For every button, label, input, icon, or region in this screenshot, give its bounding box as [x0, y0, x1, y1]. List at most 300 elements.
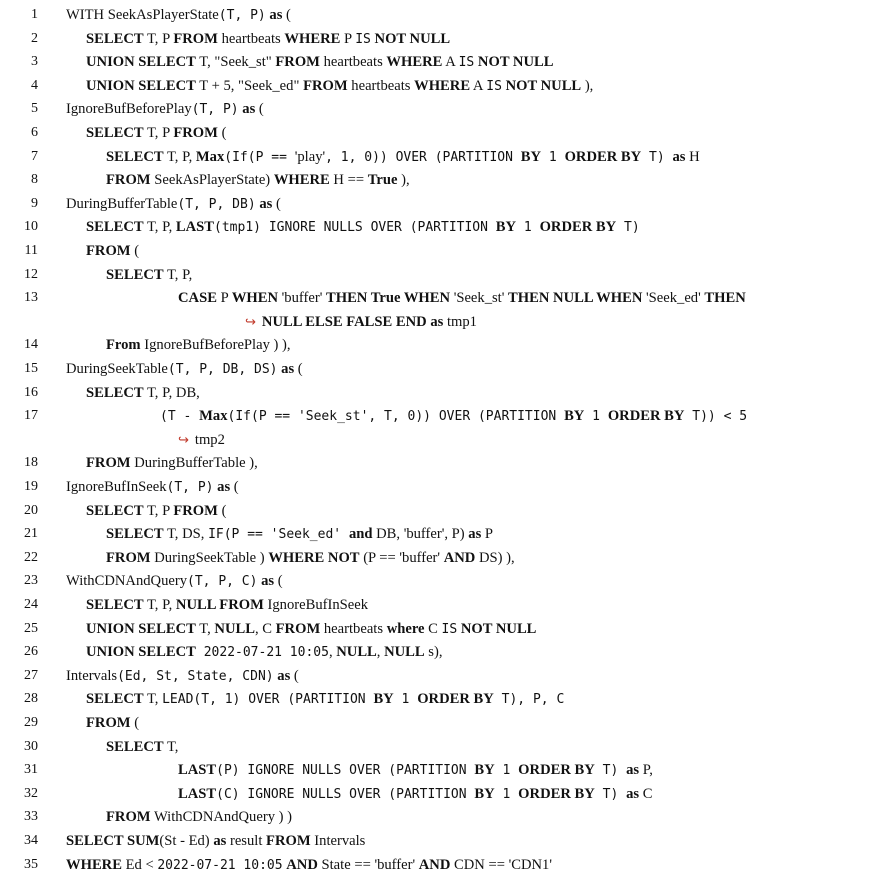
- sql-token: IgnoreBufInSeek: [66, 479, 167, 495]
- sql-keyword: FROM: [106, 172, 151, 189]
- sql-token: DuringSeekTable: [66, 361, 168, 377]
- code-text: [86, 75, 593, 98]
- sql-token: tmp1: [443, 313, 477, 330]
- line-number: 26: [24, 644, 38, 660]
- sql-keyword: as: [672, 148, 686, 165]
- code-line: [0, 547, 876, 569]
- sql-keyword: LAST: [178, 785, 217, 802]
- code-continuation: [245, 311, 477, 334]
- line-number: 35: [24, 856, 38, 872]
- sql-token: T)) < 5: [684, 409, 748, 425]
- sql-token: H: [685, 148, 700, 165]
- sql-keyword: WHERE NOT: [268, 549, 360, 566]
- sql-token: 2022-07-21 10:05: [195, 645, 329, 661]
- code-text: [106, 806, 292, 828]
- sql-keyword: FROM: [275, 620, 321, 637]
- sql-token: SeekAsPlayerState): [150, 172, 274, 189]
- sql-keyword: NULL: [384, 644, 425, 661]
- sql-token: DB, 'buffer', P): [372, 526, 469, 543]
- code-text: [178, 287, 746, 309]
- code-line: [0, 405, 876, 427]
- sql-keyword: as: [269, 7, 283, 23]
- sql-keyword: FROM: [106, 809, 151, 826]
- sql-keyword: SELECT: [106, 738, 164, 755]
- sql-keyword: NULL: [214, 620, 255, 637]
- sql-token: (T, P): [191, 102, 239, 118]
- code-line: [0, 452, 876, 474]
- line-number: 13: [24, 290, 38, 306]
- line-number: 20: [24, 502, 38, 518]
- line-number: 22: [24, 549, 38, 565]
- sql-token: , 1, 0)) OVER (PARTITION: [325, 149, 521, 165]
- sql-token: T, P,: [143, 219, 176, 236]
- sql-token: (St - Ed): [159, 833, 214, 849]
- sql-keyword: LAST: [175, 219, 215, 236]
- sql-token: (T, P): [218, 8, 266, 23]
- sql-token: T, P,: [163, 148, 196, 165]
- code-text: [86, 452, 258, 474]
- sql-token: T): [641, 149, 673, 165]
- code-line: [0, 98, 876, 120]
- line-number: 31: [24, 762, 38, 778]
- sql-keyword: BY: [520, 148, 542, 165]
- sql-token: 1: [494, 763, 519, 779]
- sql-token: P: [481, 526, 494, 543]
- sql-token: (T, P, C): [187, 574, 258, 590]
- sql-keyword: THEN True WHEN: [325, 290, 451, 307]
- code-text: [86, 500, 226, 522]
- sql-token: IS: [441, 621, 458, 637]
- sql-keyword: Max: [195, 148, 225, 165]
- sql-keyword: SELECT: [106, 526, 164, 543]
- sql-token: s),: [424, 644, 443, 661]
- code-text: [86, 122, 226, 144]
- sql-token: (: [230, 479, 239, 495]
- sql-token: H ==: [329, 172, 368, 189]
- sql-token: T, P,: [163, 266, 193, 283]
- sql-keyword: CASE: [178, 290, 217, 307]
- sql-keyword: WHERE: [284, 30, 341, 47]
- sql-keyword: ORDER BY: [518, 762, 595, 779]
- line-number: 16: [24, 384, 38, 400]
- line-number: 29: [24, 715, 38, 730]
- sql-keyword: THEN NULL WHEN: [508, 290, 643, 307]
- sql-token: (T -: [160, 409, 200, 425]
- line-number: 5: [31, 101, 38, 117]
- sql-token: T,: [163, 738, 179, 755]
- sql-keyword: FROM: [173, 125, 218, 141]
- sql-keyword: BY: [474, 762, 495, 779]
- sql-keyword: UNION SELECT: [86, 620, 196, 637]
- code-line: [0, 122, 876, 144]
- sql-token: (: [217, 502, 227, 519]
- sql-token: 1: [584, 409, 608, 425]
- sql-keyword: BY: [495, 219, 517, 236]
- sql-token: LEAD(T, 1) OVER (PARTITION: [162, 692, 374, 708]
- sql-keyword: WHERE: [273, 172, 330, 189]
- sql-token: P: [340, 30, 356, 47]
- code-line: [0, 75, 876, 97]
- sql-token: ),: [397, 172, 410, 189]
- sql-keyword: as: [281, 361, 295, 377]
- sql-token: result: [226, 833, 267, 849]
- code-line: [0, 311, 876, 333]
- line-number: 12: [24, 266, 38, 282]
- sql-token: (: [130, 715, 140, 731]
- sql-token: C: [424, 620, 442, 637]
- code-text: [66, 4, 291, 27]
- sql-token: (: [274, 573, 283, 590]
- code-line: [0, 665, 876, 687]
- sql-keyword: SELECT: [86, 597, 144, 613]
- code-line: [0, 146, 876, 168]
- sql-token: T, P: [143, 502, 174, 519]
- code-line: [0, 688, 876, 710]
- sql-keyword: SELECT: [86, 30, 144, 47]
- sql-keyword: FROM: [266, 833, 311, 849]
- sql-token: WithCDNAndQuery: [66, 573, 188, 590]
- line-number: 11: [24, 243, 38, 258]
- line-number: 32: [24, 785, 38, 801]
- sql-token: heartbeats: [320, 620, 387, 637]
- line-number: 28: [24, 691, 38, 707]
- sql-keyword: FROM: [303, 77, 348, 94]
- sql-token: (Ed, St, State, CDN): [117, 668, 274, 684]
- code-line: [0, 594, 876, 616]
- sql-token: , C: [254, 620, 276, 637]
- sql-keyword: FROM: [275, 54, 320, 71]
- sql-keyword: NOT NULL: [477, 54, 554, 71]
- sql-keyword: SELECT: [86, 125, 144, 141]
- sql-keyword: FROM: [106, 549, 151, 566]
- sql-token: IgnoreBufBeforePlay: [66, 101, 192, 118]
- sql-keyword: NULL ELSE FALSE END: [261, 313, 427, 330]
- sql-keyword: as: [626, 762, 640, 779]
- sql-keyword: FROM: [86, 715, 131, 731]
- line-number: 4: [31, 77, 38, 93]
- code-text: [106, 146, 700, 169]
- sql-token: tmp2: [194, 431, 225, 448]
- line-number: 14: [24, 337, 38, 353]
- line-number: 24: [24, 597, 38, 612]
- code-text: [66, 854, 552, 877]
- sql-token: (tmp1) IGNORE NULLS OVER (PARTITION: [214, 220, 496, 236]
- sql-keyword: WHEN: [231, 290, 279, 307]
- sql-token: ,: [328, 644, 337, 661]
- code-line: [0, 712, 876, 734]
- line-number: 17: [24, 408, 38, 424]
- code-text: [106, 547, 515, 569]
- sql-keyword: as: [277, 667, 291, 684]
- sql-token: (P == 'buffer': [359, 549, 444, 566]
- code-continuation: [178, 429, 225, 452]
- sql-token: ),: [581, 77, 594, 94]
- sql-keyword: THEN: [704, 290, 746, 307]
- sql-token: IgnoreBufInSeek: [263, 597, 369, 613]
- sql-keyword: SELECT: [86, 502, 144, 519]
- sql-token: IS: [355, 31, 371, 47]
- sql-keyword: AND: [418, 856, 451, 873]
- line-number: 30: [24, 738, 38, 754]
- code-text: [86, 618, 536, 641]
- line-number: 7: [31, 148, 38, 164]
- sql-token: A: [442, 54, 459, 71]
- code-line: [0, 806, 876, 828]
- code-line: [0, 641, 876, 663]
- sql-token: T, "Seek_st": [195, 54, 276, 71]
- sql-token: C: [639, 785, 653, 802]
- sql-keyword: FROM: [173, 502, 218, 519]
- code-text: [66, 193, 281, 216]
- sql-keyword: as: [626, 785, 640, 802]
- sql-keyword: as: [259, 195, 273, 212]
- sql-keyword: ORDER BY: [607, 408, 685, 425]
- code-text: [106, 523, 493, 546]
- line-number: 15: [24, 361, 38, 376]
- sql-keyword: From: [106, 337, 141, 354]
- sql-token: Ed <: [121, 856, 158, 873]
- line-number: 1: [31, 7, 38, 22]
- line-number: 25: [24, 620, 38, 636]
- sql-token: heartbeats: [347, 77, 415, 94]
- code-line: [0, 193, 876, 215]
- sql-keyword: as: [217, 479, 231, 495]
- sql-token: T, P, DB,: [143, 384, 200, 401]
- sql-token: ,: [376, 644, 385, 661]
- sql-token: CDN == 'CDN1': [450, 856, 552, 873]
- sql-keyword: UNION SELECT: [86, 77, 196, 94]
- line-number: 2: [31, 30, 38, 46]
- sql-keyword: AND: [443, 549, 476, 566]
- sql-keyword: SELECT: [106, 148, 164, 165]
- sql-keyword: BY: [373, 691, 394, 708]
- line-number: 34: [24, 833, 38, 848]
- sql-keyword: LAST: [178, 762, 217, 779]
- line-continuation-icon: ↪: [178, 432, 189, 448]
- sql-keyword: FROM: [86, 243, 131, 259]
- code-text: [178, 783, 652, 806]
- sql-token: IF(P == 'Seek_ed': [208, 527, 349, 543]
- code-line: [0, 500, 876, 522]
- code-text: [86, 28, 450, 51]
- code-line: [0, 28, 876, 50]
- sql-token: 1: [393, 692, 418, 708]
- sql-token: 2022-07-21 10:05: [157, 857, 283, 873]
- sql-token: DuringBufferTable ),: [130, 455, 258, 472]
- code-text: [86, 240, 139, 262]
- sql-token: T, DS,: [163, 526, 209, 543]
- sql-keyword: NULL FROM: [175, 597, 264, 613]
- code-line: [0, 264, 876, 286]
- sql-token: DS) ),: [475, 549, 515, 566]
- sql-keyword: NOT NULL: [374, 30, 451, 47]
- sql-keyword: ORDER BY: [539, 219, 617, 236]
- line-number: 23: [24, 573, 38, 589]
- code-text: [106, 334, 291, 356]
- sql-keyword: UNION SELECT: [86, 644, 196, 661]
- code-text: [160, 405, 747, 428]
- sql-token: IS: [486, 78, 502, 94]
- sql-token: T): [616, 220, 640, 236]
- sql-token: (: [272, 195, 281, 212]
- sql-keyword: WHERE: [386, 54, 443, 71]
- sql-keyword: SELECT: [86, 384, 144, 401]
- sql-token: 1: [494, 786, 519, 802]
- code-line: [0, 830, 876, 852]
- sql-keyword: BY: [564, 408, 585, 425]
- sql-token: (: [255, 101, 264, 118]
- code-line: [0, 854, 876, 876]
- code-line: [0, 759, 876, 781]
- sql-keyword: where: [386, 620, 425, 637]
- sql-token: 'buffer': [278, 290, 326, 307]
- sql-keyword: SELECT: [86, 219, 144, 236]
- sql-token: T), P, C: [493, 692, 565, 708]
- sql-keyword: AND: [286, 856, 318, 873]
- sql-keyword: NOT NULL: [460, 620, 537, 637]
- sql-token: (T, P, DB, DS): [167, 362, 278, 377]
- sql-token: DuringSeekTable ): [150, 549, 269, 566]
- code-text: [66, 358, 303, 381]
- line-number: 33: [24, 809, 38, 825]
- code-text: [86, 594, 368, 616]
- sql-token: (: [282, 7, 291, 23]
- code-line: [0, 51, 876, 73]
- sql-keyword: as: [468, 526, 482, 543]
- code-line: [0, 169, 876, 191]
- sql-keyword: NOT NULL: [505, 77, 582, 94]
- sql-token: (If(P == 'Seek_st', T, 0)) OVER (PARTITION: [227, 409, 565, 425]
- code-text: [86, 641, 442, 664]
- code-text: [86, 382, 200, 404]
- sql-token: (: [294, 361, 303, 377]
- sql-token: (: [290, 667, 299, 684]
- code-text: [66, 665, 299, 688]
- code-text: [106, 169, 410, 191]
- sql-token: DuringBufferTable: [66, 195, 178, 212]
- line-number: 27: [24, 667, 38, 683]
- sql-token: (If(P ==: [224, 149, 295, 165]
- line-number: 3: [31, 54, 38, 70]
- sql-token: T + 5, "Seek_ed": [195, 77, 304, 94]
- code-line: [0, 382, 876, 404]
- sql-token: 'Seek_st': [450, 290, 509, 307]
- code-line: [0, 523, 876, 545]
- line-number: 19: [24, 479, 38, 494]
- sql-keyword: SELECT: [106, 266, 164, 283]
- sql-keyword: WHERE: [414, 77, 471, 94]
- sql-keyword: True: [367, 172, 398, 189]
- line-number: 10: [24, 219, 38, 235]
- code-text: [66, 830, 365, 852]
- sql-keyword: ORDER BY: [564, 148, 642, 165]
- sql-token: T): [594, 763, 627, 779]
- sql-token: (: [130, 243, 140, 259]
- sql-token: heartbeats: [217, 30, 285, 47]
- code-line: [0, 334, 876, 356]
- sql-token: IS: [458, 55, 475, 71]
- code-text: [66, 476, 239, 499]
- code-line: [0, 4, 876, 26]
- sql-keyword: UNION SELECT: [86, 54, 196, 71]
- sql-keyword: FROM: [86, 455, 131, 472]
- line-number: 9: [31, 195, 38, 211]
- code-line: [0, 429, 876, 451]
- code-text: [86, 688, 564, 711]
- code-text: [86, 712, 139, 734]
- sql-keyword: SELECT SUM: [66, 833, 160, 849]
- sql-keyword: as: [261, 573, 275, 590]
- code-line: [0, 240, 876, 262]
- sql-keyword: ORDER BY: [417, 691, 494, 708]
- code-line: [0, 476, 876, 498]
- sql-keyword: FROM: [173, 30, 218, 47]
- sql-keyword: BY: [474, 785, 495, 802]
- sql-keyword: as: [213, 833, 227, 849]
- line-continuation-icon: ↪: [245, 314, 256, 330]
- code-line: [0, 618, 876, 640]
- sql-token: 1: [516, 220, 540, 236]
- sql-token: (T, P): [166, 480, 214, 495]
- sql-token: Intervals: [66, 667, 118, 684]
- sql-token: (C) IGNORE NULLS OVER (PARTITION: [216, 786, 475, 802]
- line-number: 6: [31, 125, 38, 140]
- code-text: [66, 98, 264, 121]
- code-line: [0, 570, 876, 592]
- sql-token: T,: [143, 691, 163, 708]
- sql-token: T, P: [143, 125, 174, 141]
- sql-keyword: as: [430, 313, 444, 330]
- sql-keyword: NULL: [336, 644, 377, 661]
- sql-keyword: WHERE: [66, 856, 122, 873]
- code-text: [86, 51, 553, 74]
- sql-token: T, P,: [143, 597, 176, 613]
- sql-keyword: and: [348, 526, 373, 543]
- sql-token: WITH SeekAsPlayerState: [66, 7, 219, 23]
- sql-token: (: [217, 125, 227, 141]
- sql-keyword: ORDER BY: [518, 785, 595, 802]
- sql-token: (T, P, DB): [177, 196, 256, 212]
- sql-token: T,: [195, 620, 215, 637]
- sql-token: WithCDNAndQuery ) ): [150, 809, 293, 826]
- code-text: [66, 570, 283, 593]
- code-text: [86, 216, 640, 239]
- code-line: [0, 736, 876, 758]
- sql-token: T): [594, 786, 627, 802]
- sql-keyword: SELECT: [86, 691, 144, 708]
- sql-token: heartbeats: [319, 54, 387, 71]
- code-text: [106, 736, 178, 758]
- sql-token: P: [216, 290, 232, 307]
- code-line: [0, 358, 876, 380]
- code-line: [0, 287, 876, 309]
- line-number: 8: [31, 172, 38, 188]
- sql-token: A: [470, 77, 487, 94]
- sql-token: T, P: [143, 30, 174, 47]
- sql-token: 'Seek_ed': [642, 290, 705, 307]
- sql-token: 1: [541, 149, 565, 165]
- code-line: [0, 783, 876, 805]
- sql-token: Intervals: [310, 833, 366, 849]
- sql-token: IgnoreBufBeforePlay ) ),: [140, 337, 291, 354]
- line-number: 18: [24, 455, 38, 471]
- sql-keyword: as: [242, 101, 256, 118]
- sql-token: 'play': [294, 148, 326, 165]
- sql-keyword: Max: [199, 408, 228, 425]
- code-text: [106, 264, 192, 286]
- code-text: [178, 759, 653, 782]
- sql-token: (P) IGNORE NULLS OVER (PARTITION: [216, 763, 475, 779]
